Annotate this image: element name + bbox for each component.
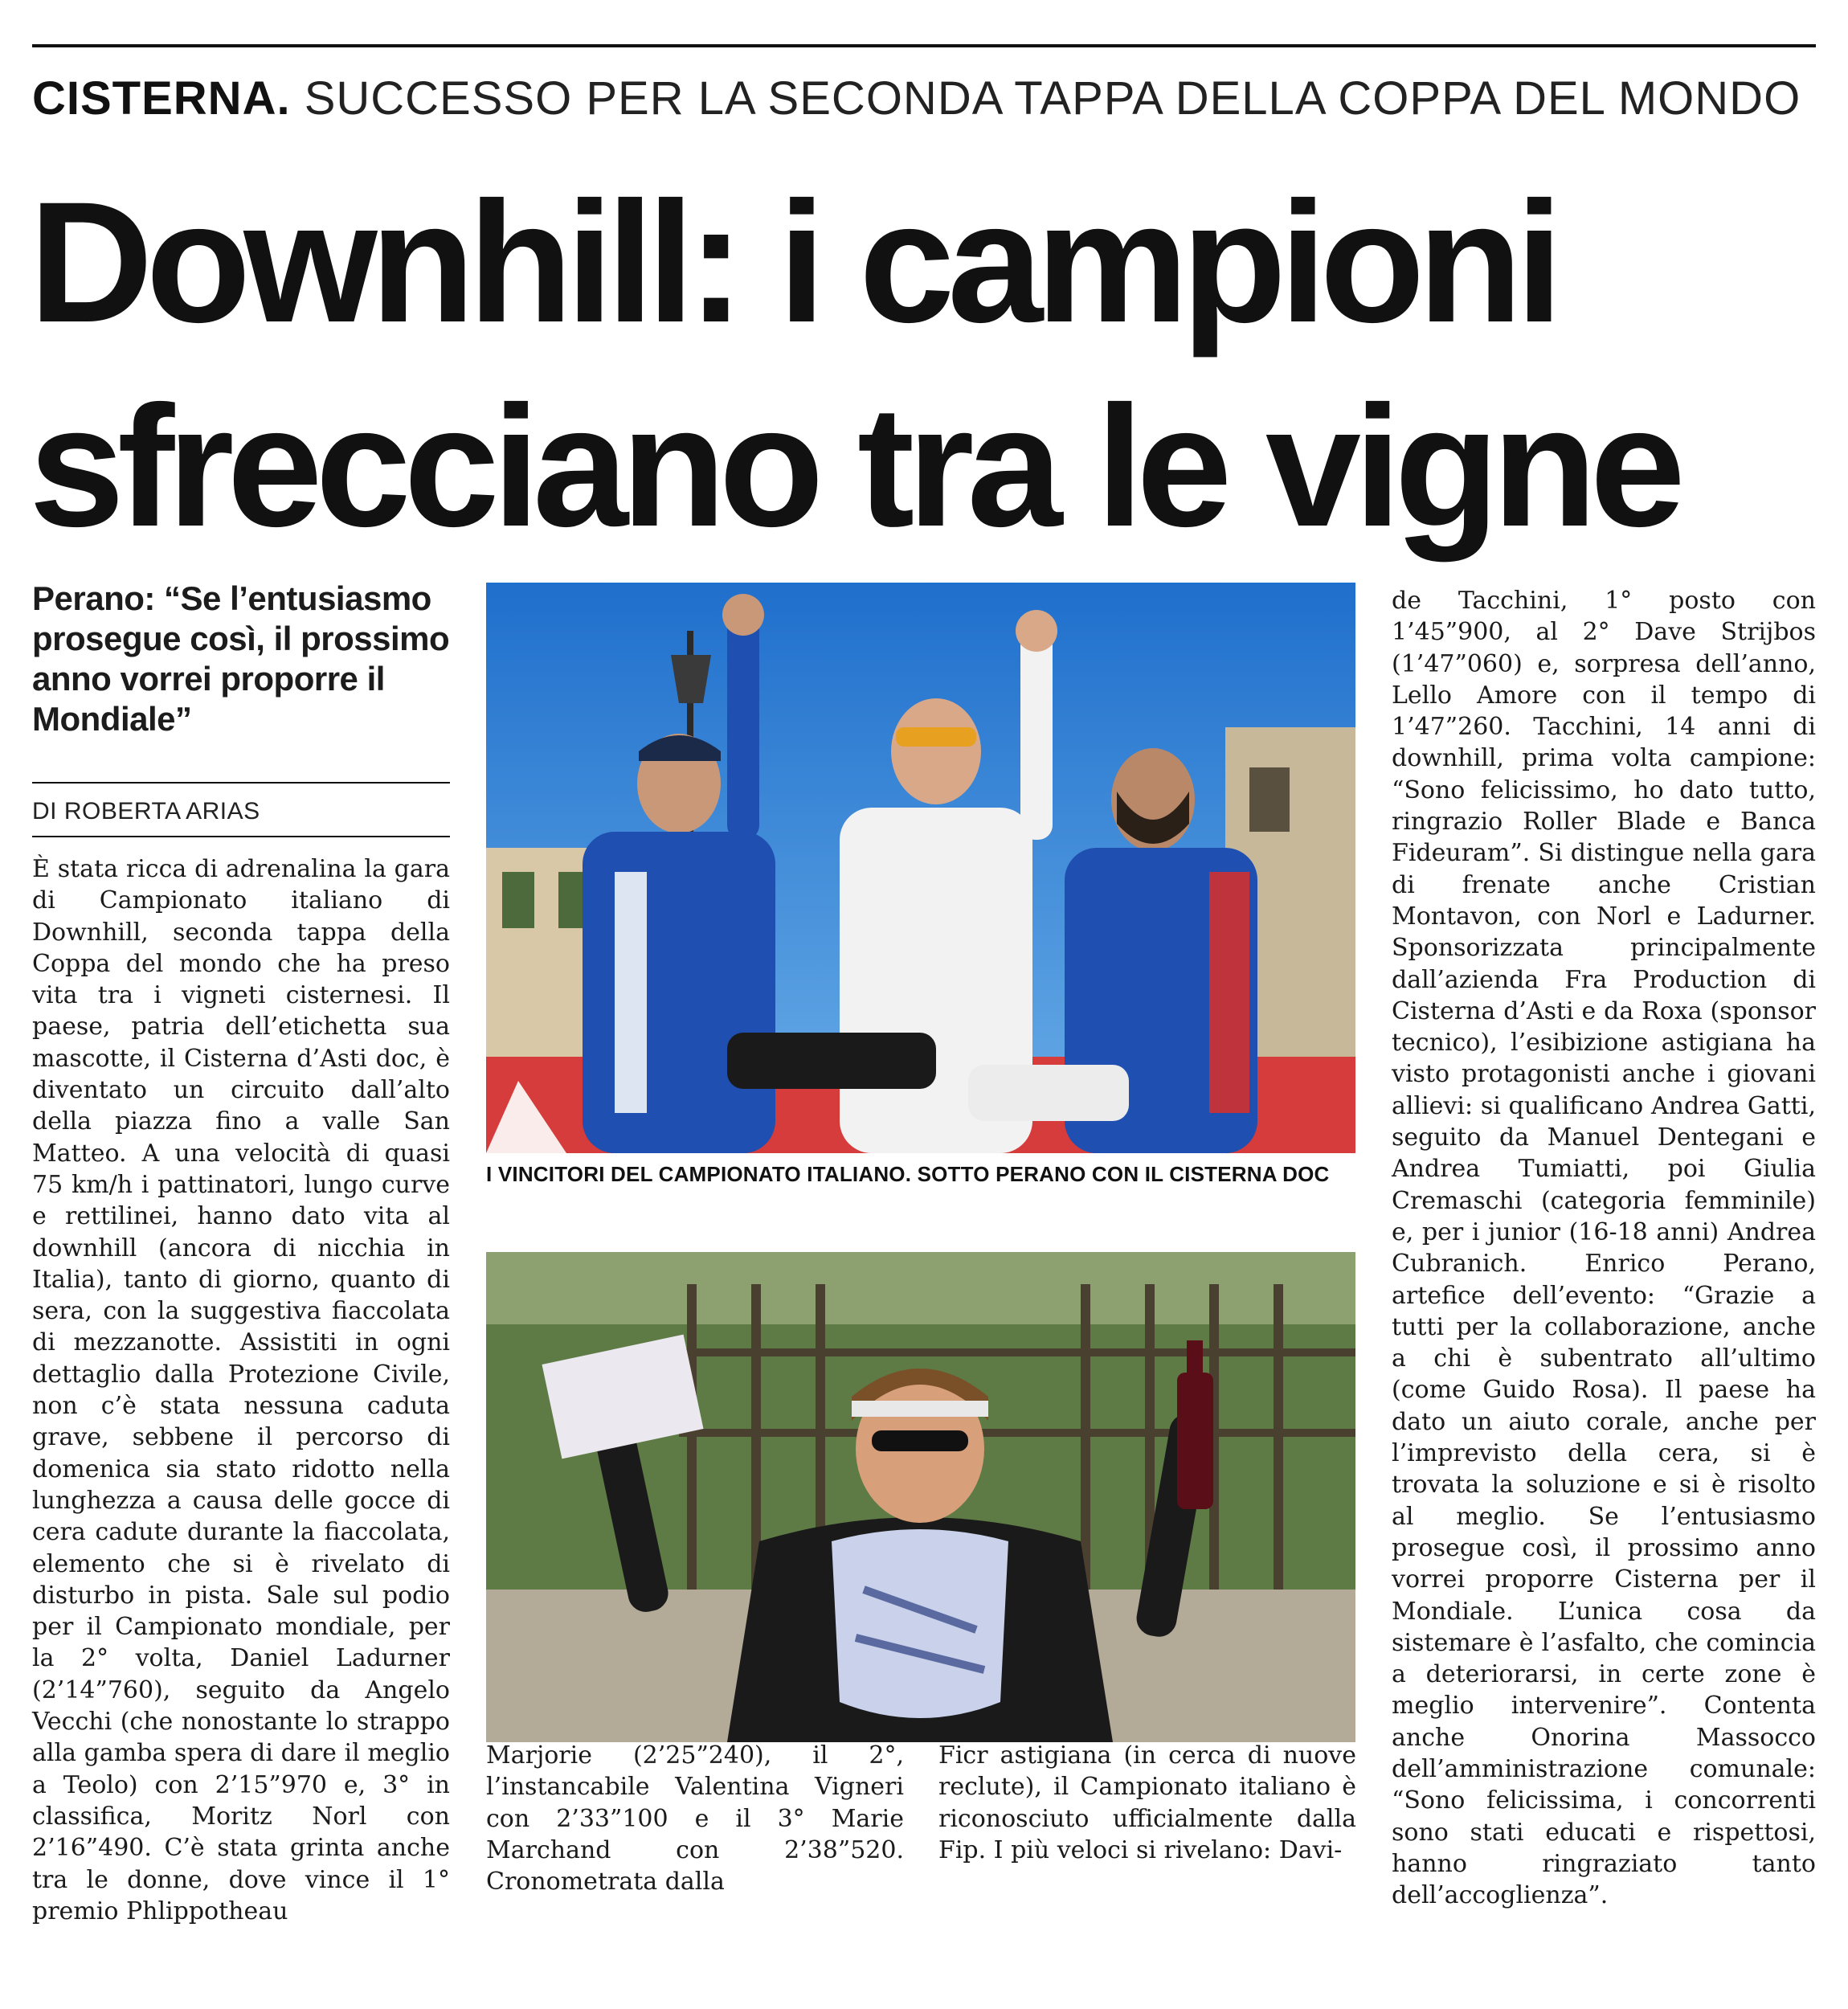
deck-rule	[32, 782, 450, 784]
kicker-place: CISTERNA.	[32, 72, 291, 125]
body-column-1: È stata ricca di adrenalina la gara di Campionato italiano di Downhill, seconda tappa della Coppa del mondo che ha preso vita tra i vigneti cisternesi. Il paese, patria dell’etichetta sua mascotte, il Cisterna d’Asti doc, è diventato un circuito dall’alto della piazza fino a valle San Matteo. A una velocità di quasi 75 km/h i pattinatori, lungo curve e rettilinei, hanno dato vita al downhill (ancora di nicchia in Italia), tanto di giorno, quanto di sera, con la suggestiva fiaccolata di mezzanotte. Assistiti in ogni dettaglio dalla Protezione Civile, non c’è stata nessuna caduta grave, sebbene il percorso di domenica sia stato ridotto nella lunghezza a causa delle gocce di cera cadute durante la fiaccolata, elemento che si è rivelato di disturbo in pista. Sale sul podio per il Campionato mondiale, per la 2° volta, Daniel Ladurner (2’14”760), seguito da Angelo Vecchi (che nonostante lo strappo alla gamba spera di dare il meglio a Teolo) con 2’15”970 e, 3° in classifica, Moritz Norl con 2’16”490. C’è stata grinta anche tra le donne, dove vince il 1° premio Phlippotheau	[32, 855, 450, 1925]
kicker	[32, 71, 1801, 127]
photo-caption: I VINCITORI DEL CAMPIONATO ITALIANO. SOTTO PERANO CON IL CISTERNA DOC	[486, 1162, 1330, 1186]
deck-quote: Perano: “Se l’entusiasmo prosegue così, il prossimo anno vorrei proporre il Mondiale”	[32, 579, 450, 738]
headline	[29, 161, 1813, 569]
body-column-3: Ficr astigiana (in cerca di nuove reclute), il Campionato italiano è riconosciuto ufficialmente dalla Fip. I più veloci si rivelano: Davi-	[938, 1741, 1356, 1864]
body-column-2: Marjorie (2’25”240), il 2°, l’instancabile Valentina Vigneri con 2’33”100 e il 3° Marie Marchand con 2’38”520. Cronometrata dalla	[486, 1741, 904, 1896]
kicker-text: SUCCESSO PER LA SECONDA TAPPA DELLA COPPA DEL MONDO	[304, 72, 1801, 125]
body-column-4: de Tacchini, 1° posto con 1’45”900, al 2° Dave Strijbos (1’47”060) e, sorpresa dell’anno, Lello Amore con il tempo di 1’47”260. Tacchini, 14 anni di downhill, prima volta campione: “Sono felicissimo, ho dato tutto, ringrazio Roller Blade e Banca Fideuram”. Si distingue nella gara di frenate anche Cristian Montavon, con Norl e Ladurner. Sponsorizzata principalmente dall’azienda Fra Production di Cisterna d’Asti e da Roxa (sponsor tecnico), l’esibizione astigiana ha visto protagonisti anche i giovani allievi: si qualificano Andrea Gatti, seguito da Manuel Dentegani e Andrea Tumiatti, poi Giulia Cremaschi (categoria femminile) e, per i junior (16-18 anni) Andrea Cubranich. Enrico Perano, artefice dell’evento: “Grazie a tutti per la collaborazione, anche a chi è subentrato all’ultimo (come Guido Rosa). Il paese ha dato un aiuto corale, anche per l’imprevisto della cera, si è trovata la soluzione e si è risolto al meglio. Se l’entusiasmo prosegue così, il prossimo anno vorrei proporre Cisterna per il Mondiale. L’unica cosa da sistemare è l’asfalto, che comincia a deteriorarsi, in certe zone è meglio intervenire”. Contenta anche Onorina Massocco dell’amministrazione comunale: “Sono felicissima, i concorrenti sono stati educati e rispettosi, hanno ringraziato tanto dell’accoglienza”.	[1392, 587, 1816, 1910]
headline-line-1: Downhill: i campioni	[29, 166, 1556, 358]
perano-photo	[486, 1252, 1355, 1742]
podium-photo	[486, 583, 1355, 1153]
byline: DI ROBERTA ARIAS	[32, 798, 260, 824]
top-rule	[32, 44, 1816, 47]
byline-rule	[32, 836, 450, 837]
headline-line-2: sfrecciano tra le vigne	[29, 370, 1678, 563]
